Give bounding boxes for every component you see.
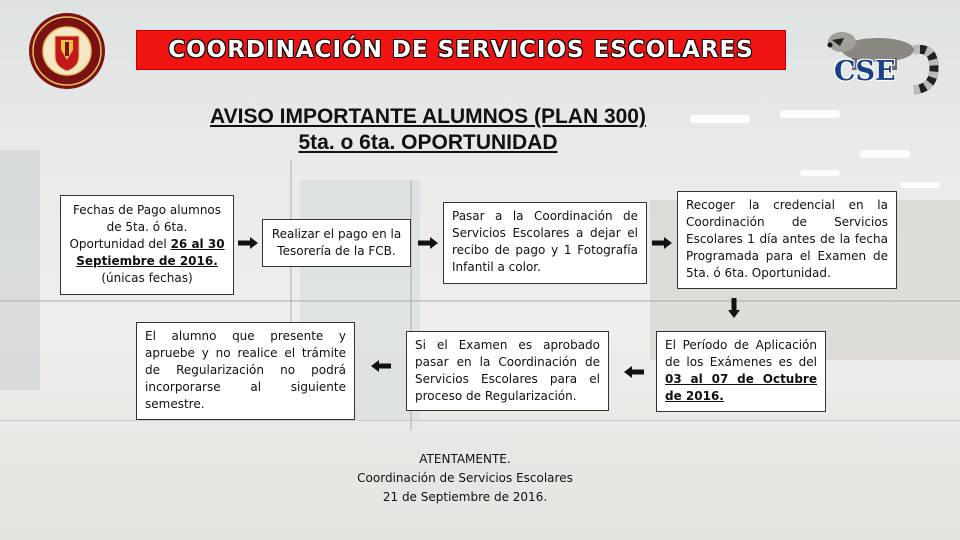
banner-title: COORDINACIÓN DE SERVICIOS ESCOLARES	[168, 37, 754, 63]
notice-title-line1: AVISO IMPORTANTE ALUMNOS (PLAN 300)	[210, 105, 646, 128]
step-5-box	[656, 331, 826, 412]
footer-closing: ATENTAMENTE.	[419, 452, 511, 466]
arrow-left-icon	[371, 360, 391, 372]
signature-block	[340, 450, 590, 507]
footer-date: 21 de Septiembre de 2016.	[382, 490, 548, 504]
step-3-text: Pasar a la Coordinación de Servicios Escolares a dejar el recibo de pago y 1 Fotografía Infantil a color.	[452, 209, 638, 274]
notice-heading	[150, 104, 706, 156]
arrow-down-icon	[728, 298, 740, 318]
step-1-note: (únicas fechas)	[101, 271, 193, 285]
step-6-text: Si el Examen es aprobado pasar en la Coordinación de Servicios Escolares para el proceso de Regularización.	[415, 338, 600, 403]
cse-logo-text: CSE	[834, 56, 896, 87]
arrow-left-icon	[624, 366, 644, 378]
notice-title-line2: 5ta. o 6ta. OPORTUNIDAD	[298, 131, 558, 154]
step-4-text: Recoger la credencial en la Coordinación de Servicios Escolares 1 día antes de la fecha Programada para el Examen de 5ta. ó 6ta. Oportunidad.	[686, 198, 888, 280]
step-1-text: Fechas de Pago alumnos de 5ta. ó 6ta. Oportunidad del	[69, 203, 222, 251]
step-2-box	[262, 219, 411, 267]
arrow-right-icon	[418, 237, 438, 249]
arrow-right-icon	[238, 237, 258, 249]
step-5-text: El Período de Aplicación de los Exámenes es del	[665, 338, 817, 369]
step-1-dates: 26 al 30 Septiembre de 2016.	[76, 237, 225, 268]
step-1-box	[60, 195, 234, 295]
page-title-banner	[136, 30, 786, 70]
arrow-right-icon	[652, 237, 672, 249]
step-7-text: El alumno que presente y apruebe y no realice el trámite de Regularización no podrá incorporarse al siguiente semestre.	[145, 329, 346, 411]
step-2-text: Realizar el pago en la Tesorería de la FCB.	[271, 227, 402, 258]
step-5-dates: 03 al 07 de Octubre de 2016.	[665, 372, 817, 403]
step-7-box	[136, 322, 355, 420]
step-3-box	[443, 202, 647, 284]
footer-signer: Coordinación de Servicios Escolares	[357, 471, 573, 485]
step-4-box	[677, 191, 897, 289]
university-seal-icon	[28, 12, 106, 90]
step-6-box	[406, 331, 609, 411]
cse-logo	[822, 24, 940, 96]
